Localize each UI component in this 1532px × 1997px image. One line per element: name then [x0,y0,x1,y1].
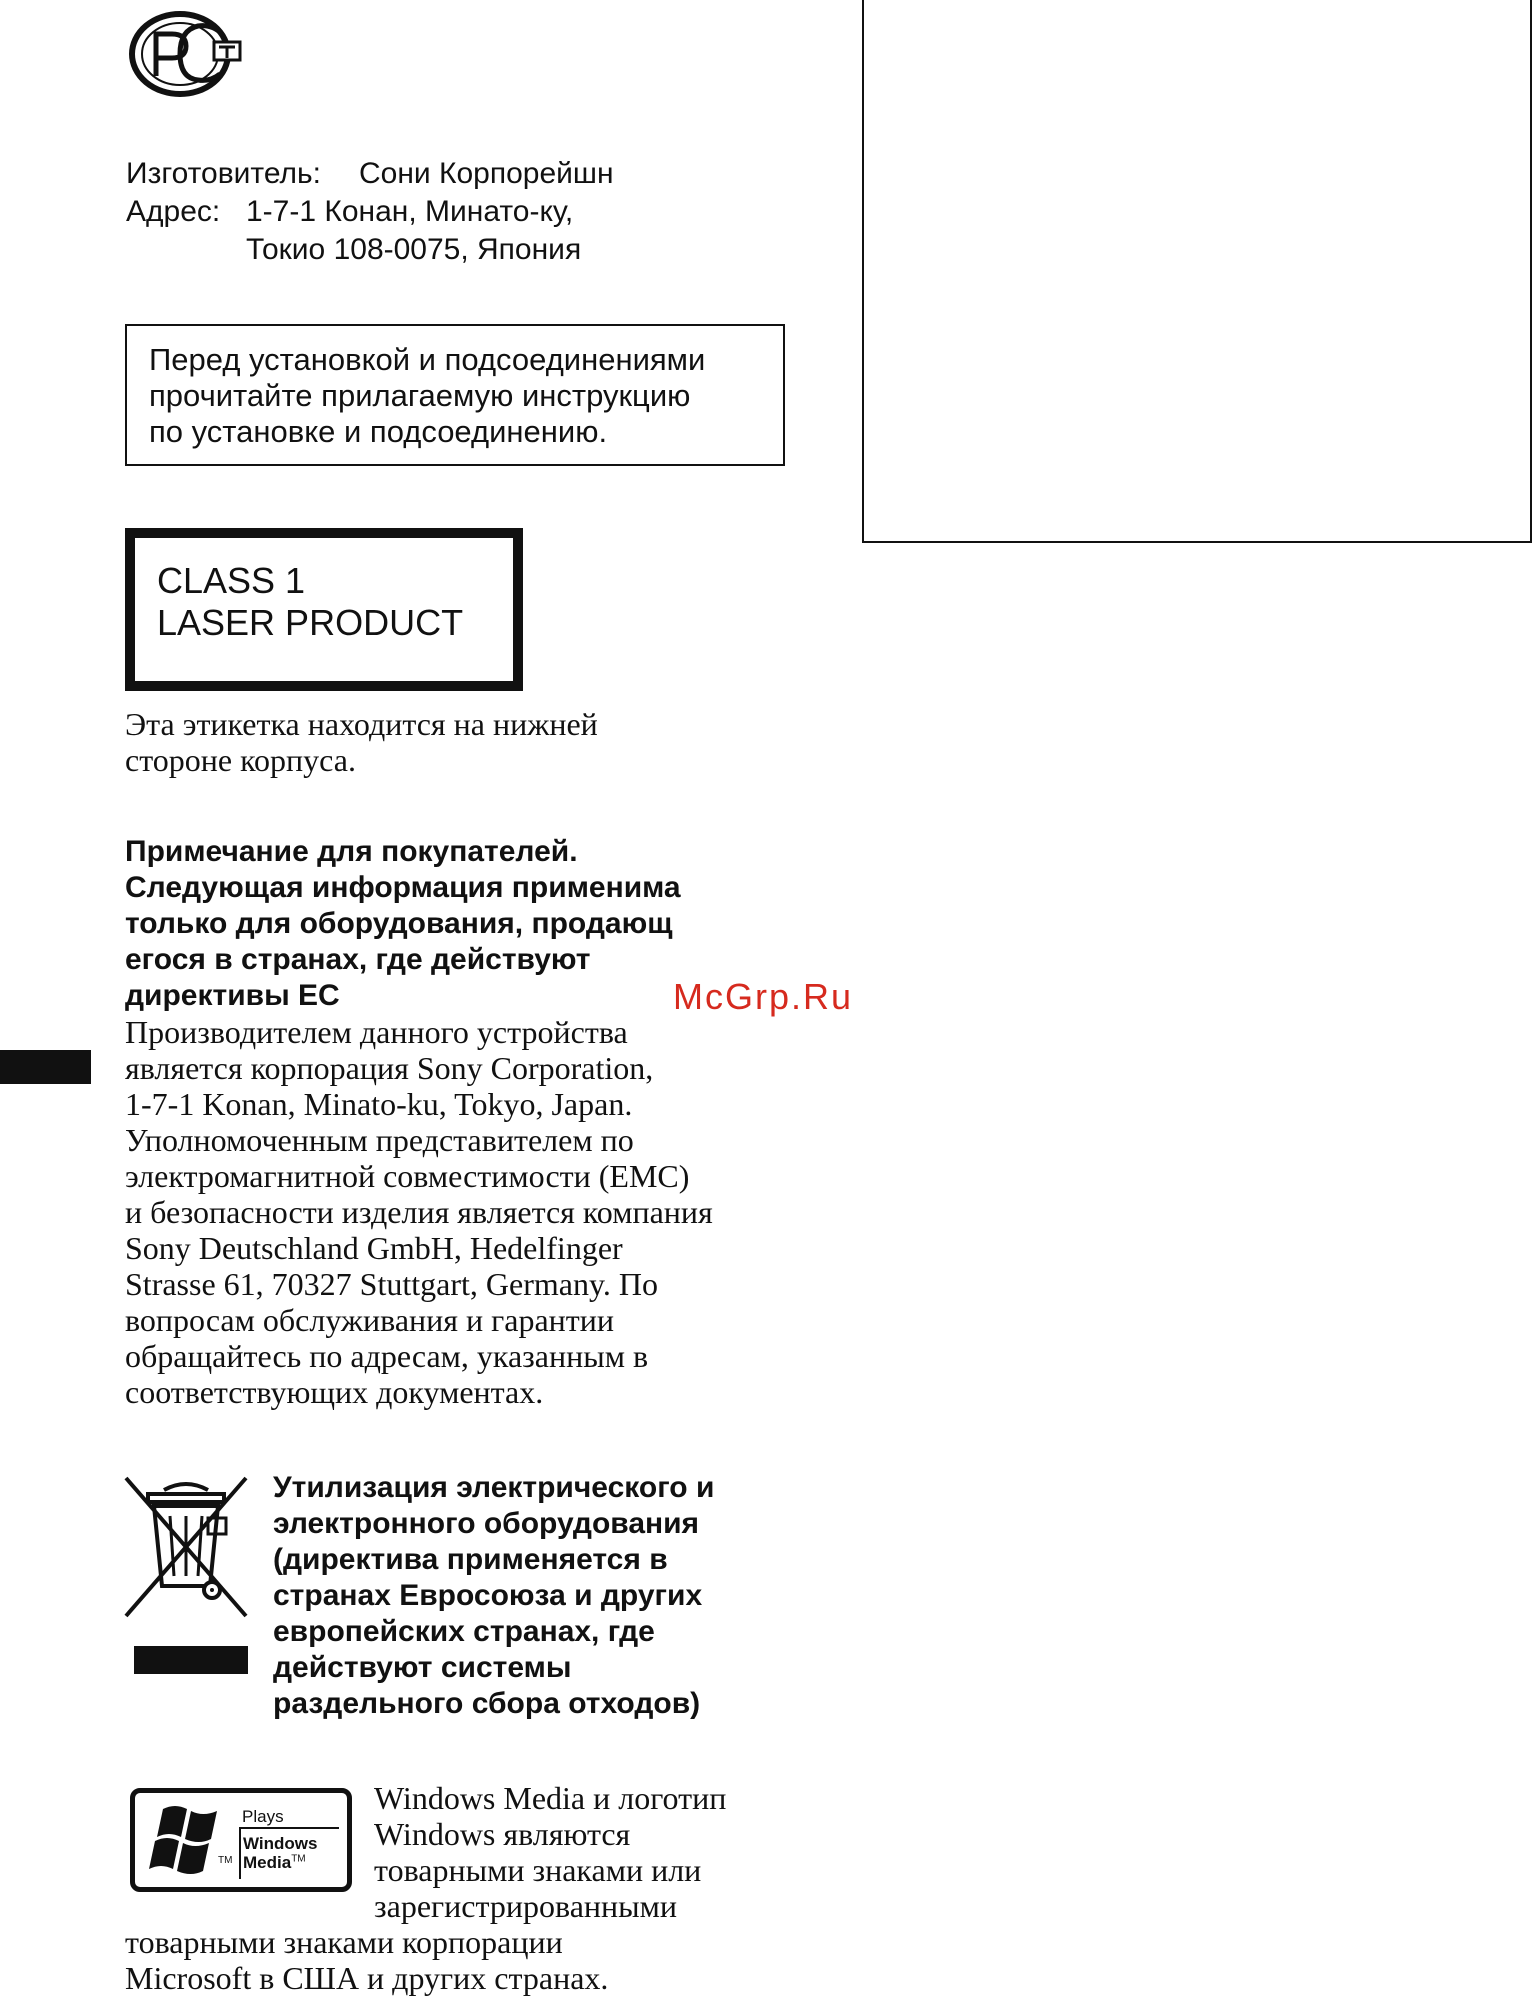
address-line-2: Токио 108-0075, Япония [246,233,582,266]
pct-logo [126,8,246,100]
windows-media-text: Windows Media и логотип Windows являются товарными знаками или зарегистрированными [374,1780,727,1924]
windows-flag-icon [141,1803,241,1883]
address-line-1: 1-7-1 Конан, Минато-ку, [246,195,574,228]
laser-product-label [125,528,523,691]
laser-product: LASER PRODUCT [157,602,464,643]
manufacturer-info [126,155,614,269]
logo-windows: Windows [243,1834,318,1853]
logo-divider [239,1827,241,1879]
watermark: McGrp.Ru [673,976,854,1017]
logo-tm-small: TM [218,1855,233,1866]
weee-heading: Утилизация электрического и электронного оборудования (директива применяется в странах Евросоюза и других европейских странах, где действуют системы раздельного сбора отходов) [273,1471,715,1720]
laser-class: CLASS 1 [157,560,306,601]
windows-media-text-cont: товарными знаками корпорации Microsoft в США и других странах. [125,1924,609,1996]
weee-bin-icon [124,1476,248,1676]
address-label: Адрес: [126,195,221,228]
logo-media: Media™ [243,1853,306,1872]
logo-plays: Plays [242,1807,284,1826]
pct-logo-icon [126,8,246,100]
notice-line: Перед установкой и подсоединениями [149,342,706,377]
eu-note-body: Производителем данного устройства является корпорация Sony Corporation, 1-7-1 Konan, Minato-ku, Tokyo, Japan. Уполномоченным представителем по электромагнитной совместимости (EMC) и безопасности изделия является компания Sony Deutschland GmbH, Hedelfinger Strasse 61, 70327 Stuttgart, Germany. По вопросам обслуживания и гарантии обращайтесь по адресам, указанным в соответствующих документах. [125,1014,713,1410]
notice-line: по установке и подсоединению. [149,414,608,449]
label-location-text: Эта этикетка находится на нижней стороне корпуса. [125,706,598,778]
maker-value: Сони Корпорейшн [359,157,614,190]
notice-line: прочитайте прилагаемую инструкцию [149,378,691,413]
installation-notice-box [125,324,785,466]
section-tab-marker [0,1050,91,1084]
blank-frame [862,0,1532,543]
plays-windows-media-logo [130,1788,352,1892]
eu-note-heading: Примечание для покупателей. Следующая информация применима только для оборудования, продающ егося в странах, где действуют директивы ЕС [125,835,681,1012]
logo-divider-top [239,1827,339,1829]
maker-label: Изготовитель: [126,157,321,190]
